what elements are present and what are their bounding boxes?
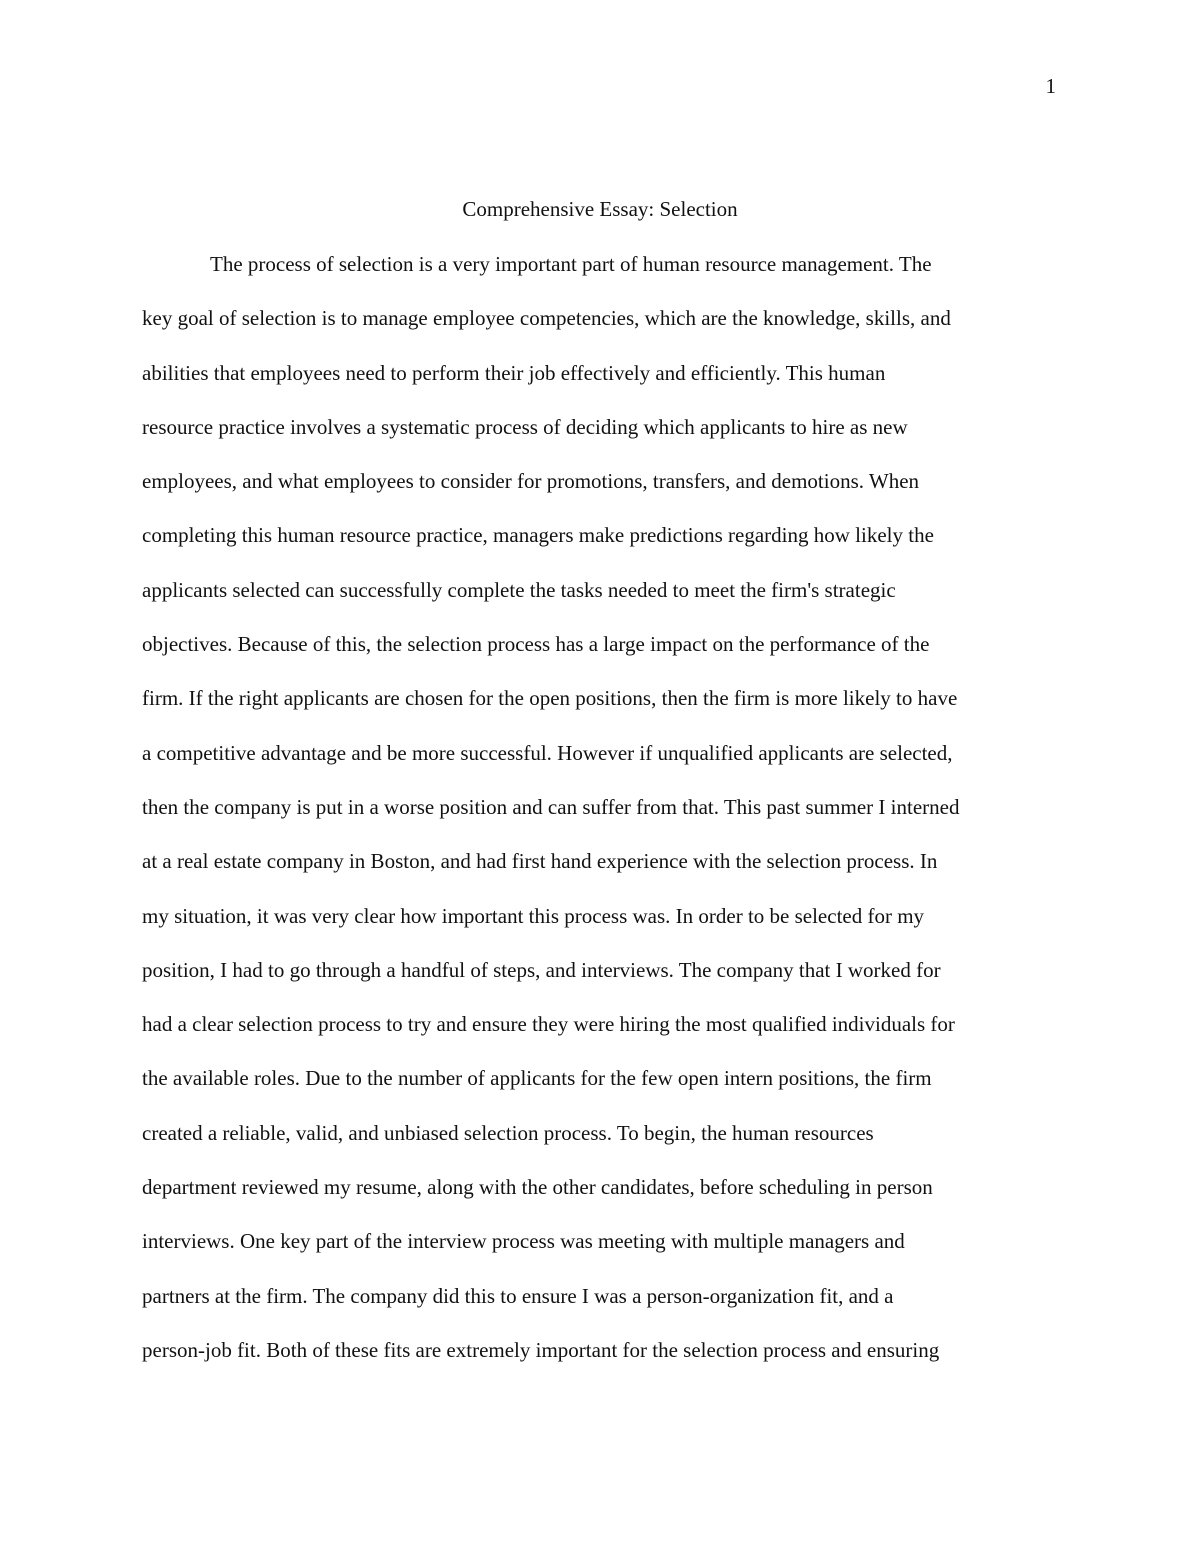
body-line: objectives. Because of this, the selection process has a large impact on the performance of the [142,632,930,657]
body-line: at a real estate company in Boston, and had first hand experience with the selection process. In [142,849,938,874]
body-line: a competitive advantage and be more successful. However if unqualified applicants are selected, [142,740,953,765]
body-line: person-job fit. Both of these fits are extremely important for the selection process and ensuring [142,1337,940,1362]
body-line: partners at the firm. The company did this to ensure I was a person-organization fit, and a [142,1283,894,1308]
body-line: had a clear selection process to try and ensure they were hiring the most qualified individuals for [142,1012,955,1037]
body-line: then the company is put in a worse position and can suffer from that. This past summer I interned [142,794,960,819]
body-line: interviews. One key part of the interview process was meeting with multiple managers and [142,1229,905,1254]
body-line: completing this human resource practice, managers make predictions regarding how likely the [142,523,934,548]
page-number: 1 [1045,74,1056,98]
body-line: my situation, it was very clear how important this process was. In order to be selected for my [142,903,925,928]
body-line: firm. If the right applicants are chosen for the open positions, then the firm is more likely to have [142,686,958,711]
body-line: resource practice involves a systematic process of deciding which applicants to hire as new [142,414,908,439]
essay-title: Comprehensive Essay: Selection [462,197,738,221]
essay-body [142,250,1062,1390]
body-line: created a reliable, valid, and unbiased selection process. To begin, the human resources [142,1120,874,1145]
body-line: the available roles. Due to the number of applicants for the few open intern positions, the firm [142,1066,932,1091]
body-line: employees, and what employees to consider for promotions, transfers, and demotions. When [142,469,920,494]
body-line: The process of selection is a very important part of human resource management. The [210,252,932,276]
body-line: abilities that employees need to perform their job effectively and efficiently. This human [142,360,886,385]
body-line: position, I had to go through a handful of steps, and interviews. The company that I worked for [142,957,941,982]
body-line: key goal of selection is to manage employee competencies, which are the knowledge, skills, and [142,306,951,331]
body-line: applicants selected can successfully complete the tasks needed to meet the firm's strategic [142,577,896,602]
body-line: department reviewed my resume, along with the other candidates, before scheduling in person [142,1175,933,1200]
